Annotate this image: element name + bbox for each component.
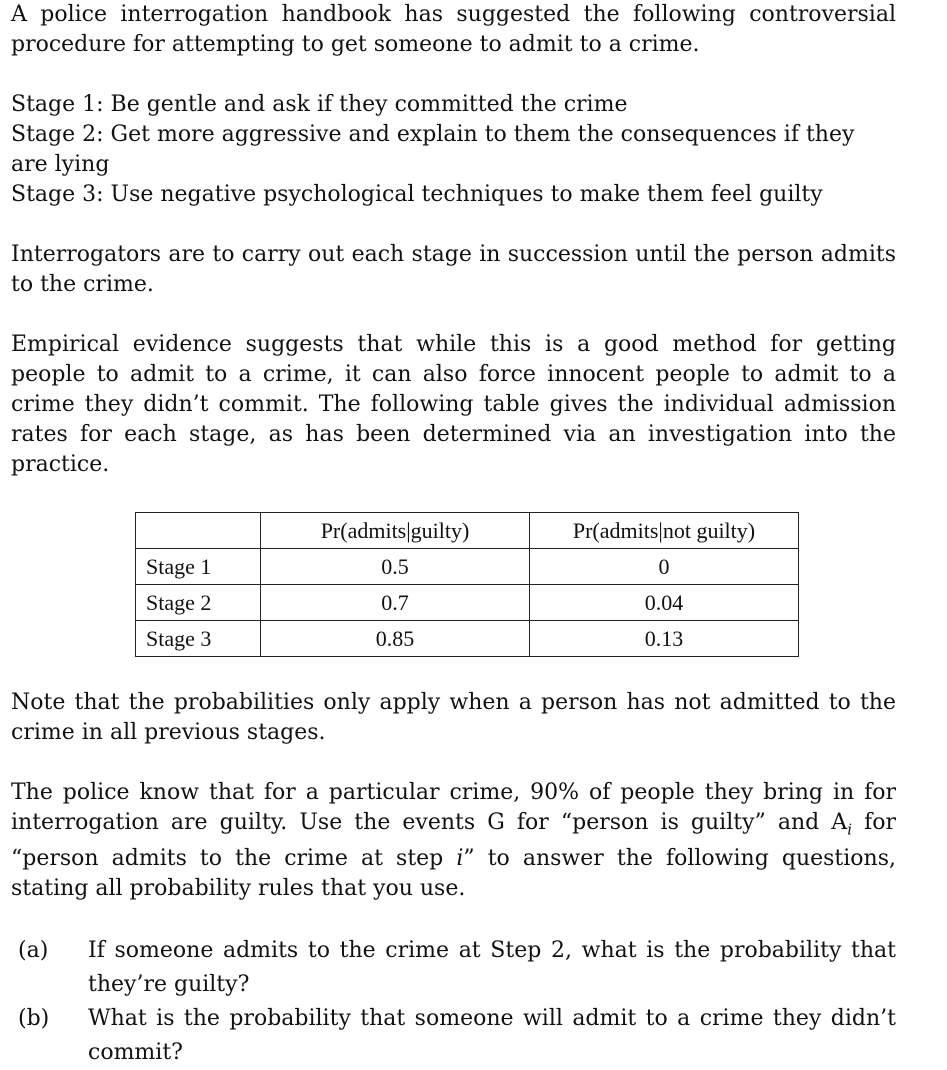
police-text-middle: for “person admits to the crime at step — [11, 810, 896, 872]
note-paragraph: Note that the probabilities only apply when a person has not admitted to the crime in all previous stages. — [11, 690, 896, 745]
table-header-not-guilty: Pr(admits|not guilty) — [530, 513, 799, 549]
police-paragraph — [11, 778, 896, 904]
admission-rates-table — [135, 512, 799, 657]
question-text: If someone admits to the crime at Step 2, what is the probability that they’re guilty? — [88, 938, 896, 998]
table-cell-guilty: 0.7 — [261, 585, 530, 621]
question-list — [11, 934, 896, 1070]
table-row — [136, 621, 799, 657]
stage-1-text: Stage 1: Be gentle and ask if they committed the crime — [11, 92, 628, 117]
table-cell-not-guilty: 0 — [530, 549, 799, 585]
italic-i: i — [456, 846, 464, 872]
succession-paragraph: Interrogators are to carry out each stage in succession until the person admits to the crime. — [11, 242, 896, 297]
question-label: (a) — [18, 938, 49, 964]
table-header-empty — [136, 513, 261, 549]
stage-list — [11, 90, 896, 210]
table-row — [136, 585, 799, 621]
question-a — [11, 934, 896, 1002]
table-row — [136, 549, 799, 585]
table-header-row — [136, 513, 799, 549]
table-cell-stage: Stage 1 — [136, 549, 261, 585]
subscript-i: i — [847, 820, 852, 839]
stage-3-text: Stage 3: Use negative psychological techniques to make them feel guilty — [11, 182, 823, 207]
stage-2-text: Stage 2: Get more aggressive and explain to them the consequences if they are lying — [11, 122, 855, 177]
problem-document — [11, 0, 896, 1070]
question-label: (b) — [18, 1006, 50, 1032]
police-text-after: ” to answer the following questions, stating all probability rules that you use. — [11, 846, 896, 902]
table-header-guilty: Pr(admits|guilty) — [261, 513, 530, 549]
evidence-paragraph: Empirical evidence suggests that while this is a good method for getting people to admit to a crime, it can also force innocent people to admit to a crime they didn’t commit. The following table gives the individual admission rates for each stage, as has been determined via an investigation into the practice. — [11, 332, 896, 477]
table-cell-not-guilty: 0.13 — [530, 621, 799, 657]
table-cell-stage: Stage 2 — [136, 585, 261, 621]
table-cell-stage: Stage 3 — [136, 621, 261, 657]
intro-paragraph: A police interrogation handbook has suggested the following controversial procedure for attempting to get someone to admit to a crime. — [11, 2, 896, 57]
table-cell-not-guilty: 0.04 — [530, 585, 799, 621]
question-text: What is the probability that someone will admit to a crime they didn’t commit? — [88, 1006, 896, 1066]
table-cell-guilty: 0.5 — [261, 549, 530, 585]
question-b — [11, 1002, 896, 1070]
table-cell-guilty: 0.85 — [261, 621, 530, 657]
police-text-before: The police know that for a particular crime, 90% of people they bring in for interrogation are guilty. Use the events G for “person is guilty” and A — [11, 780, 896, 835]
